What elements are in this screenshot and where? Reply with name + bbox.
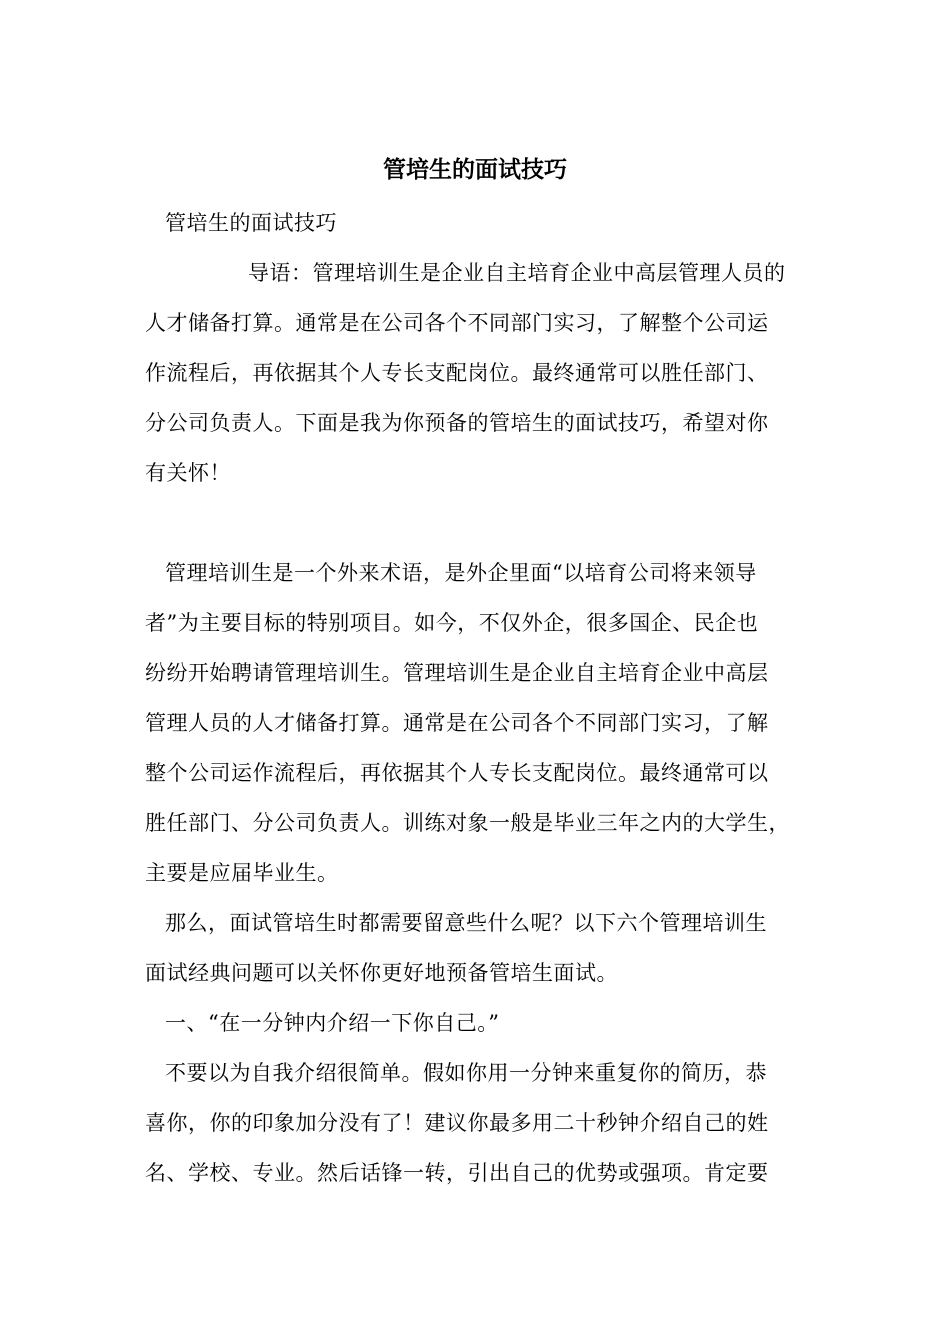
paragraph-line: 有关怀！ (145, 461, 231, 485)
paragraph-line: 胜任部门、分公司负责人。训练对象一般是毕业三年之内的大学生， (145, 811, 790, 835)
paragraph-line: 纷纷开始聘请管理培训生。管理培训生是企业自主培育企业中高层 (145, 661, 769, 685)
paragraph-line: 分公司负责人。下面是我为你预备的管培生的面试技巧，希望对你 (145, 411, 769, 435)
paragraph-line: 不要以为自我介绍很简单。假如你用一分钟来重复你的简历，恭 (165, 1061, 767, 1085)
paragraph-line: 整个公司运作流程后，再依据其个人专长支配岗位。最终通常可以 (145, 761, 769, 785)
paragraph-line: 喜你，你的印象加分没有了！建议你最多用二十秒钟介绍自己的姓 (145, 1111, 769, 1135)
document-subtitle: 管培生的面试技巧 (165, 211, 337, 235)
paragraph-line: 者”为主要目标的特别项目。如今，不仅外企，很多国企、民企也 (145, 611, 759, 635)
paragraph-line: 面试经典问题可以关怀你更好地预备管培生面试。 (145, 961, 618, 985)
paragraph-line: 作流程后，再依据其个人专长支配岗位。最终通常可以胜任部门、 (145, 361, 769, 385)
paragraph-line: 管理培训生是一个外来术语，是外企里面“以培育公司将来领导 (165, 561, 757, 585)
paragraph-line: 那么，面试管培生时都需要留意些什么呢？以下六个管理培训生 (165, 911, 767, 935)
paragraph-line: 管理人员的人才储备打算。通常是在公司各个不同部门实习，了解 (145, 711, 769, 735)
paragraph-line: 名、学校、专业。然后话锋一转，引出自己的优势或强项。肯定要 (145, 1161, 769, 1185)
paragraph-line: 导语：管理培训生是企业自主培育企业中高层管理人员的 (248, 261, 786, 285)
document-title: 管培生的面试技巧 (383, 156, 567, 183)
paragraph-line: 人才储备打算。通常是在公司各个不同部门实习，了解整个公司运 (145, 311, 769, 335)
section-heading: 一、“在一分钟内介绍一下你自己。” (165, 1011, 500, 1035)
paragraph-line: 主要是应届毕业生。 (145, 861, 339, 885)
